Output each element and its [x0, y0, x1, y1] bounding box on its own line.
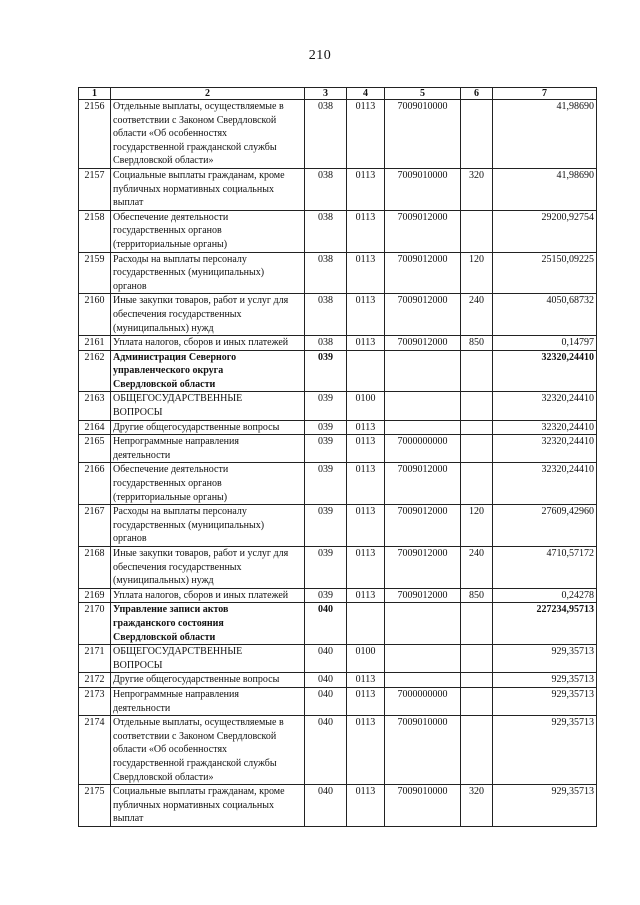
- row-name-line: ВОПРОСЫ: [113, 407, 163, 419]
- row-target-article: 7009010000: [385, 716, 461, 785]
- row-name-line: деятельности: [113, 449, 171, 461]
- row-name-line: ОБЩЕГОСУДАРСТВЕННЫЕ: [113, 646, 243, 658]
- row-name-line: соответствии с Законом Свердловской: [113, 114, 277, 126]
- row-name-line: государственной гражданской службы: [113, 757, 277, 769]
- row-number: 2169: [79, 588, 111, 603]
- row-department-code: 039: [305, 435, 347, 463]
- row-target-article: [385, 392, 461, 420]
- header-col-7: 7: [493, 88, 597, 100]
- row-name-line: деятельности: [113, 702, 171, 714]
- row-expense-type: [461, 392, 493, 420]
- row-department-code: 038: [305, 100, 347, 169]
- row-name: [111, 435, 305, 463]
- row-amount: 32320,24410: [493, 392, 597, 420]
- row-number: 2170: [79, 603, 111, 645]
- row-target-article: [385, 673, 461, 688]
- table-row: [79, 716, 597, 785]
- header-col-1: 1: [79, 88, 111, 100]
- row-target-article: [385, 350, 461, 392]
- row-amount: 32320,24410: [493, 435, 597, 463]
- row-expense-type: [461, 463, 493, 505]
- row-expense-type: [461, 716, 493, 785]
- row-amount: 0,14797: [493, 336, 597, 351]
- row-name-line: Иные закупки товаров, работ и услуг для: [113, 295, 289, 307]
- row-target-article: 7009012000: [385, 505, 461, 547]
- row-section-code: 0113: [347, 687, 385, 715]
- row-name: [111, 100, 305, 169]
- table-row: [79, 420, 597, 435]
- row-number: 2165: [79, 435, 111, 463]
- row-amount: 227234,95713: [493, 603, 597, 645]
- row-name-line: Свердловской области»: [113, 155, 214, 167]
- row-department-code: 039: [305, 420, 347, 435]
- row-expense-type: [461, 350, 493, 392]
- row-name-line: (территориальные органы): [113, 238, 228, 250]
- row-name-line: Обеспечение деятельности: [113, 464, 229, 476]
- row-number: 2172: [79, 673, 111, 688]
- row-department-code: 038: [305, 336, 347, 351]
- row-section-code: 0113: [347, 547, 385, 589]
- row-department-code: 039: [305, 505, 347, 547]
- row-number: 2159: [79, 252, 111, 294]
- row-target-article: [385, 645, 461, 673]
- row-expense-type: 850: [461, 588, 493, 603]
- row-number: 2162: [79, 350, 111, 392]
- header-col-5: 5: [385, 88, 461, 100]
- row-name: [111, 168, 305, 210]
- header-col-2: 2: [111, 88, 305, 100]
- row-number: 2175: [79, 785, 111, 827]
- row-name: [111, 294, 305, 336]
- row-department-code: 040: [305, 687, 347, 715]
- row-name-line: государственных органов: [113, 478, 222, 490]
- row-name: [111, 252, 305, 294]
- row-amount: 929,35713: [493, 716, 597, 785]
- row-name: [111, 210, 305, 252]
- row-name-line: Управление записи актов: [113, 604, 229, 616]
- row-name-line: Другие общегосударственные вопросы: [113, 674, 280, 686]
- row-target-article: [385, 603, 461, 645]
- row-number: 2161: [79, 336, 111, 351]
- row-expense-type: [461, 687, 493, 715]
- row-section-code: 0113: [347, 505, 385, 547]
- row-expense-type: 120: [461, 252, 493, 294]
- row-name-line: ОБЩЕГОСУДАРСТВЕННЫЕ: [113, 393, 243, 405]
- row-amount: 32320,24410: [493, 350, 597, 392]
- row-expense-type: 120: [461, 505, 493, 547]
- row-expense-type: [461, 100, 493, 169]
- row-amount: 32320,24410: [493, 463, 597, 505]
- row-section-code: 0113: [347, 168, 385, 210]
- row-name-line: Обеспечение деятельности: [113, 211, 229, 223]
- row-name-line: обеспечения государственных: [113, 308, 242, 320]
- row-name-line: Отдельные выплаты, осуществляемые в: [113, 717, 284, 729]
- row-section-code: 0113: [347, 420, 385, 435]
- row-expense-type: [461, 435, 493, 463]
- row-target-article: 7009012000: [385, 588, 461, 603]
- row-name-line: Свердловской области: [113, 378, 216, 390]
- row-number: 2164: [79, 420, 111, 435]
- header-row: [79, 88, 597, 100]
- row-expense-type: 320: [461, 785, 493, 827]
- row-name-line: области «Об особенностях: [113, 128, 228, 140]
- row-name-line: Администрация Северного: [113, 351, 237, 363]
- row-name-line: Иные закупки товаров, работ и услуг для: [113, 548, 289, 559]
- row-target-article: 7009012000: [385, 294, 461, 336]
- table-row: [79, 463, 597, 505]
- table-row: [79, 392, 597, 420]
- row-number: 2173: [79, 687, 111, 715]
- row-section-code: 0113: [347, 252, 385, 294]
- row-name: [111, 547, 305, 589]
- row-section-code: [347, 350, 385, 392]
- row-expense-type: 850: [461, 336, 493, 351]
- header-col-6: 6: [461, 88, 493, 100]
- row-name-line: публичных нормативных социальных: [113, 799, 274, 811]
- row-department-code: 040: [305, 673, 347, 688]
- row-expense-type: 320: [461, 168, 493, 210]
- row-department-code: 038: [305, 210, 347, 252]
- row-name-line: Социальные выплаты гражданам, кроме: [113, 169, 285, 181]
- row-name-line: государственных органов: [113, 225, 222, 237]
- row-name-line: обеспечения государственных: [113, 561, 242, 573]
- row-name-line: соответствии с Законом Свердловской: [113, 730, 277, 742]
- row-section-code: 0113: [347, 294, 385, 336]
- row-number: 2167: [79, 505, 111, 547]
- row-expense-type: 240: [461, 547, 493, 589]
- row-target-article: 7000000000: [385, 687, 461, 715]
- row-number: 2160: [79, 294, 111, 336]
- row-name-line: государственных (муниципальных): [113, 267, 265, 279]
- row-department-code: 039: [305, 588, 347, 603]
- row-name-line: органов: [113, 280, 147, 292]
- row-target-article: 7009012000: [385, 252, 461, 294]
- row-name: [111, 420, 305, 435]
- row-expense-type: 240: [461, 294, 493, 336]
- row-department-code: 040: [305, 645, 347, 673]
- page-number: 210: [308, 48, 332, 63]
- table-row: [79, 603, 597, 645]
- row-name: [111, 463, 305, 505]
- row-section-code: 0113: [347, 336, 385, 351]
- row-department-code: 039: [305, 350, 347, 392]
- row-amount: 929,35713: [493, 687, 597, 715]
- row-section-code: 0113: [347, 210, 385, 252]
- row-amount: 0,24278: [493, 588, 597, 603]
- row-expense-type: [461, 603, 493, 645]
- row-name-line: Свердловской области»: [113, 771, 214, 783]
- row-section-code: 0113: [347, 785, 385, 827]
- row-name: [111, 673, 305, 688]
- row-section-code: [347, 603, 385, 645]
- row-name: [111, 588, 305, 603]
- row-number: 2157: [79, 168, 111, 210]
- table-row: [79, 588, 597, 603]
- table-row: [79, 168, 597, 210]
- row-section-code: 0113: [347, 716, 385, 785]
- row-name-line: Другие общегосударственные вопросы: [113, 421, 280, 433]
- row-amount: 27609,42960: [493, 505, 597, 547]
- table-row: [79, 645, 597, 673]
- row-name-line: гражданского состояния: [113, 617, 224, 629]
- row-expense-type: [461, 210, 493, 252]
- row-target-article: 7009010000: [385, 785, 461, 827]
- row-name-line: ВОПРОСЫ: [113, 659, 163, 671]
- table-row: [79, 252, 597, 294]
- row-amount: 41,98690: [493, 100, 597, 169]
- row-section-code: 0113: [347, 588, 385, 603]
- budget-table: [78, 87, 597, 827]
- row-department-code: 038: [305, 252, 347, 294]
- row-expense-type: [461, 673, 493, 688]
- row-section-code: 0100: [347, 645, 385, 673]
- row-number: 2171: [79, 645, 111, 673]
- row-name-line: Непрограммные направления: [113, 436, 239, 448]
- table-row: [79, 673, 597, 688]
- row-department-code: 038: [305, 168, 347, 210]
- row-name-line: государственной гражданской службы: [113, 141, 277, 153]
- row-name-line: Уплата налогов, сборов и иных платежей: [113, 589, 289, 601]
- row-department-code: 039: [305, 547, 347, 589]
- row-number: 2166: [79, 463, 111, 505]
- row-section-code: 0113: [347, 100, 385, 169]
- row-department-code: 040: [305, 603, 347, 645]
- row-department-code: 038: [305, 294, 347, 336]
- row-section-code: 0113: [347, 673, 385, 688]
- row-department-code: 039: [305, 392, 347, 420]
- row-name-line: управленческого округа: [113, 365, 224, 377]
- row-name-line: органов: [113, 533, 147, 545]
- row-target-article: 7009012000: [385, 547, 461, 589]
- table-row: [79, 210, 597, 252]
- row-target-article: 7009010000: [385, 168, 461, 210]
- header-col-4: 4: [347, 88, 385, 100]
- row-target-article: 7000000000: [385, 435, 461, 463]
- row-name-line: (муниципальных) нужд: [113, 322, 214, 334]
- row-name-line: области «Об особенностях: [113, 744, 228, 756]
- row-section-code: 0100: [347, 392, 385, 420]
- row-amount: 25150,09225: [493, 252, 597, 294]
- row-name-line: Расходы на выплаты персоналу: [113, 506, 247, 518]
- row-name-line: выплат: [113, 813, 144, 825]
- row-name-line: Социальные выплаты гражданам, кроме: [113, 786, 285, 798]
- table-header: [79, 88, 597, 100]
- row-target-article: 7009012000: [385, 210, 461, 252]
- row-number: 2158: [79, 210, 111, 252]
- row-number: 2156: [79, 100, 111, 169]
- table-row: [79, 350, 597, 392]
- row-department-code: 040: [305, 785, 347, 827]
- row-department-code: 039: [305, 463, 347, 505]
- row-section-code: 0113: [347, 435, 385, 463]
- row-name-line: государственных (муниципальных): [113, 519, 265, 531]
- row-name-line: Свердловской области: [113, 631, 216, 643]
- table-body: [79, 100, 597, 827]
- row-number: 2168: [79, 547, 111, 589]
- row-name: [111, 716, 305, 785]
- row-name: [111, 645, 305, 673]
- row-name: [111, 687, 305, 715]
- row-name: [111, 336, 305, 351]
- row-target-article: 7009012000: [385, 463, 461, 505]
- row-name: [111, 785, 305, 827]
- table-row: [79, 505, 597, 547]
- table-row: [79, 687, 597, 715]
- header-col-3: 3: [305, 88, 347, 100]
- row-number: 2163: [79, 392, 111, 420]
- table-row: [79, 100, 597, 169]
- row-amount: 929,35713: [493, 785, 597, 827]
- row-amount: 4710,57172: [493, 547, 597, 589]
- row-number: 2174: [79, 716, 111, 785]
- row-amount: 32320,24410: [493, 420, 597, 435]
- row-name: [111, 392, 305, 420]
- row-name-line: Непрограммные направления: [113, 688, 239, 700]
- row-amount: 929,35713: [493, 673, 597, 688]
- row-amount: 4050,68732: [493, 294, 597, 336]
- row-name-line: Отдельные выплаты, осуществляемые в: [113, 101, 284, 112]
- row-name-line: Расходы на выплаты персоналу: [113, 253, 247, 265]
- row-name-line: выплат: [113, 197, 144, 209]
- table-row: [79, 435, 597, 463]
- row-department-code: 040: [305, 716, 347, 785]
- row-target-article: 7009010000: [385, 100, 461, 169]
- table-row: [79, 294, 597, 336]
- row-name-line: Уплата налогов, сборов и иных платежей: [113, 337, 289, 349]
- row-name-line: (территориальные органы): [113, 491, 228, 503]
- row-expense-type: [461, 420, 493, 435]
- row-target-article: 7009012000: [385, 336, 461, 351]
- table-row: [79, 785, 597, 827]
- row-expense-type: [461, 645, 493, 673]
- row-name-line: публичных нормативных социальных: [113, 183, 274, 195]
- row-name: [111, 603, 305, 645]
- row-name: [111, 505, 305, 547]
- row-amount: 29200,92754: [493, 210, 597, 252]
- row-amount: 41,98690: [493, 168, 597, 210]
- row-section-code: 0113: [347, 463, 385, 505]
- row-amount: 929,35713: [493, 645, 597, 673]
- row-target-article: [385, 420, 461, 435]
- table-row: [79, 336, 597, 351]
- row-name: [111, 350, 305, 392]
- table-row: [79, 547, 597, 589]
- row-name-line: (муниципальных) нужд: [113, 575, 214, 587]
